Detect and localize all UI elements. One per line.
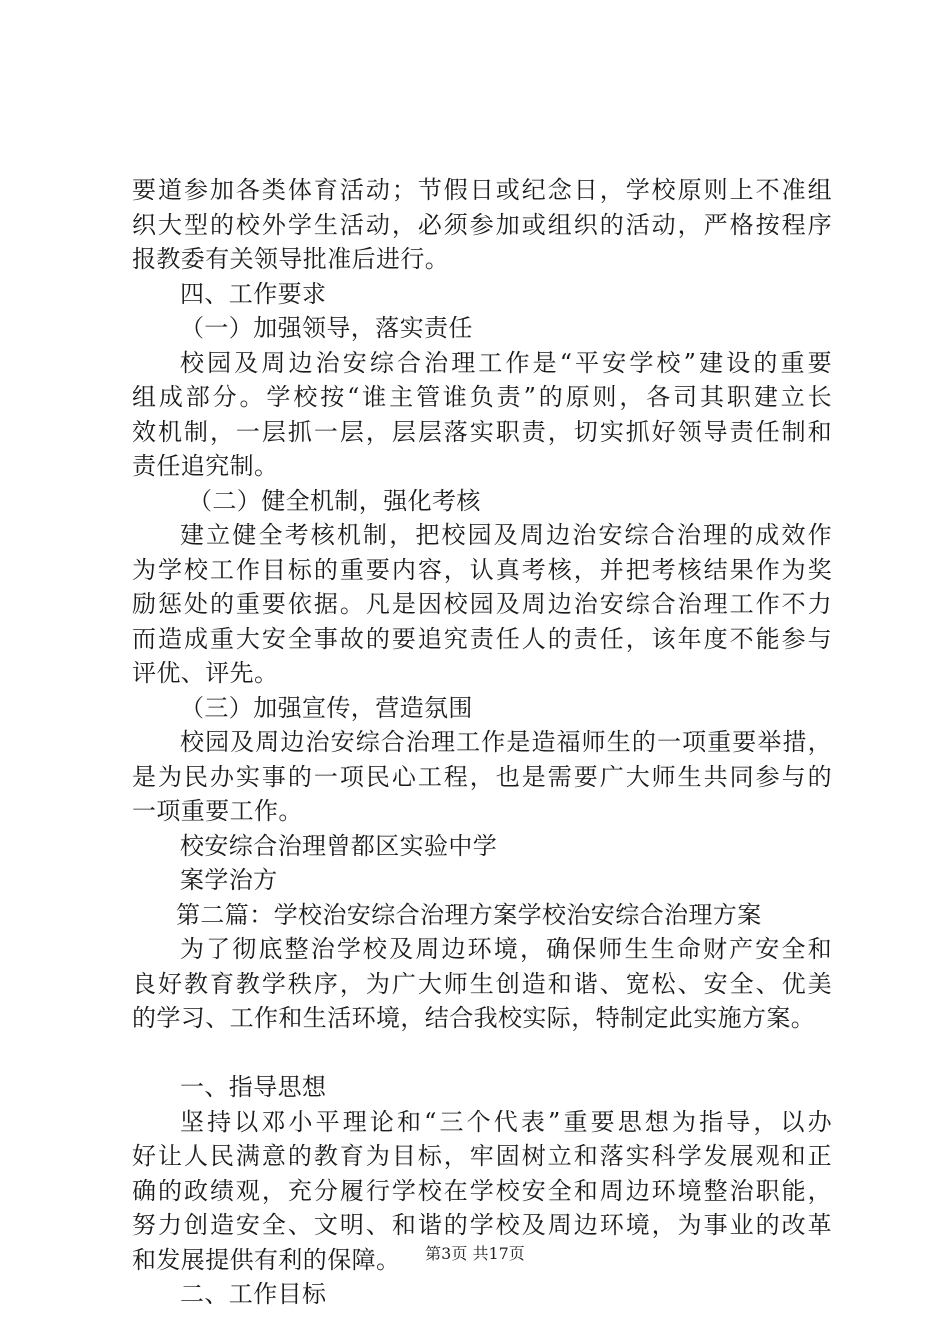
text-line: 织大型的校外学生活动，必须参加或组织的活动，严格按程序 — [132, 210, 832, 239]
chapter-heading: 第二篇：学校治安综合治理方案学校治安综合治理方案 — [176, 900, 762, 929]
page-number-footer: 第3页 共17页 — [425, 1244, 525, 1263]
section-heading: 二、工作目标 — [180, 1280, 327, 1308]
text-line: 报教委有关领导批准后进行。 — [132, 245, 450, 273]
text-line: 责任追究制。 — [132, 452, 279, 480]
text-line: 评优、评先。 — [132, 659, 279, 687]
text-line: 组成部分。学校按“谁主管谁负责”的原则，各司其职建立长 — [132, 383, 832, 411]
text-line: 为了彻底整治学校及周边环境，确保师生生命财产安全和 — [180, 935, 832, 963]
text-line: 校园及周边治安综合治理工作是造福师生的一项重要举措， — [180, 728, 832, 756]
text-line: 好让人民满意的教育为目标，牢固树立和落实科学发展观和正 — [132, 1142, 832, 1170]
text-line: 校园及周边治安综合治理工作是“平安学校”建设的重要 — [180, 348, 832, 377]
text-line: 案学治方 — [180, 866, 278, 894]
subsection-heading: （二）健全机制，强化考核 — [188, 486, 481, 515]
text-line: 确的政绩观，充分履行学校在学校安全和周边环境整治职能， — [132, 1176, 832, 1205]
subsection-heading: （一）加强领导，落实责任 — [180, 314, 473, 342]
section-heading: 四、工作要求 — [180, 279, 327, 308]
document-body — [132, 173, 832, 1312]
text-line: 校安综合治理曾都区实验中学 — [180, 831, 498, 860]
text-line: 良好教育教学秩序，为广大师生创造和谐、宽松、安全、优美 — [132, 969, 832, 998]
blank-line — [132, 1036, 832, 1071]
text-line: 效机制，一层抓一层，层层落实职责，切实抓好领导责任制和 — [132, 417, 832, 446]
text-line: 的学习、工作和生活环境，结合我校实际，特制定此实施方案。 — [132, 1004, 816, 1032]
section-heading: 一、指导思想 — [180, 1073, 327, 1101]
text-line: 要道参加各类体育活动；节假日或纪念日，学校原则上不准组 — [132, 176, 832, 204]
text-line: 为学校工作目标的重要内容，认真考核，并把考核结果作为奖 — [132, 555, 832, 584]
text-line: 而造成重大安全事故的要追究责任人的责任，该年度不能参与 — [132, 624, 832, 653]
text-line: 坚持以邓小平理论和“三个代表”重要思想为指导，以办 — [180, 1107, 832, 1136]
text-line: 建立健全考核机制，把校园及周边治安综合治理的成效作 — [180, 521, 832, 549]
text-line: 是为民办实事的一项民心工程，也是需要广大师生共同参与的 — [132, 762, 832, 791]
subsection-heading: （三）加强宣传，营造氛围 — [180, 693, 473, 722]
text-line: 和发展提供有利的保障。 — [132, 1245, 401, 1274]
text-line: 努力创造安全、文明、和谐的学校及周边环境，为事业的改革 — [132, 1211, 832, 1239]
text-line: 励惩处的重要依据。凡是因校园及周边治安综合治理工作不力 — [132, 590, 832, 618]
text-line: 一项重要工作。 — [132, 797, 303, 825]
